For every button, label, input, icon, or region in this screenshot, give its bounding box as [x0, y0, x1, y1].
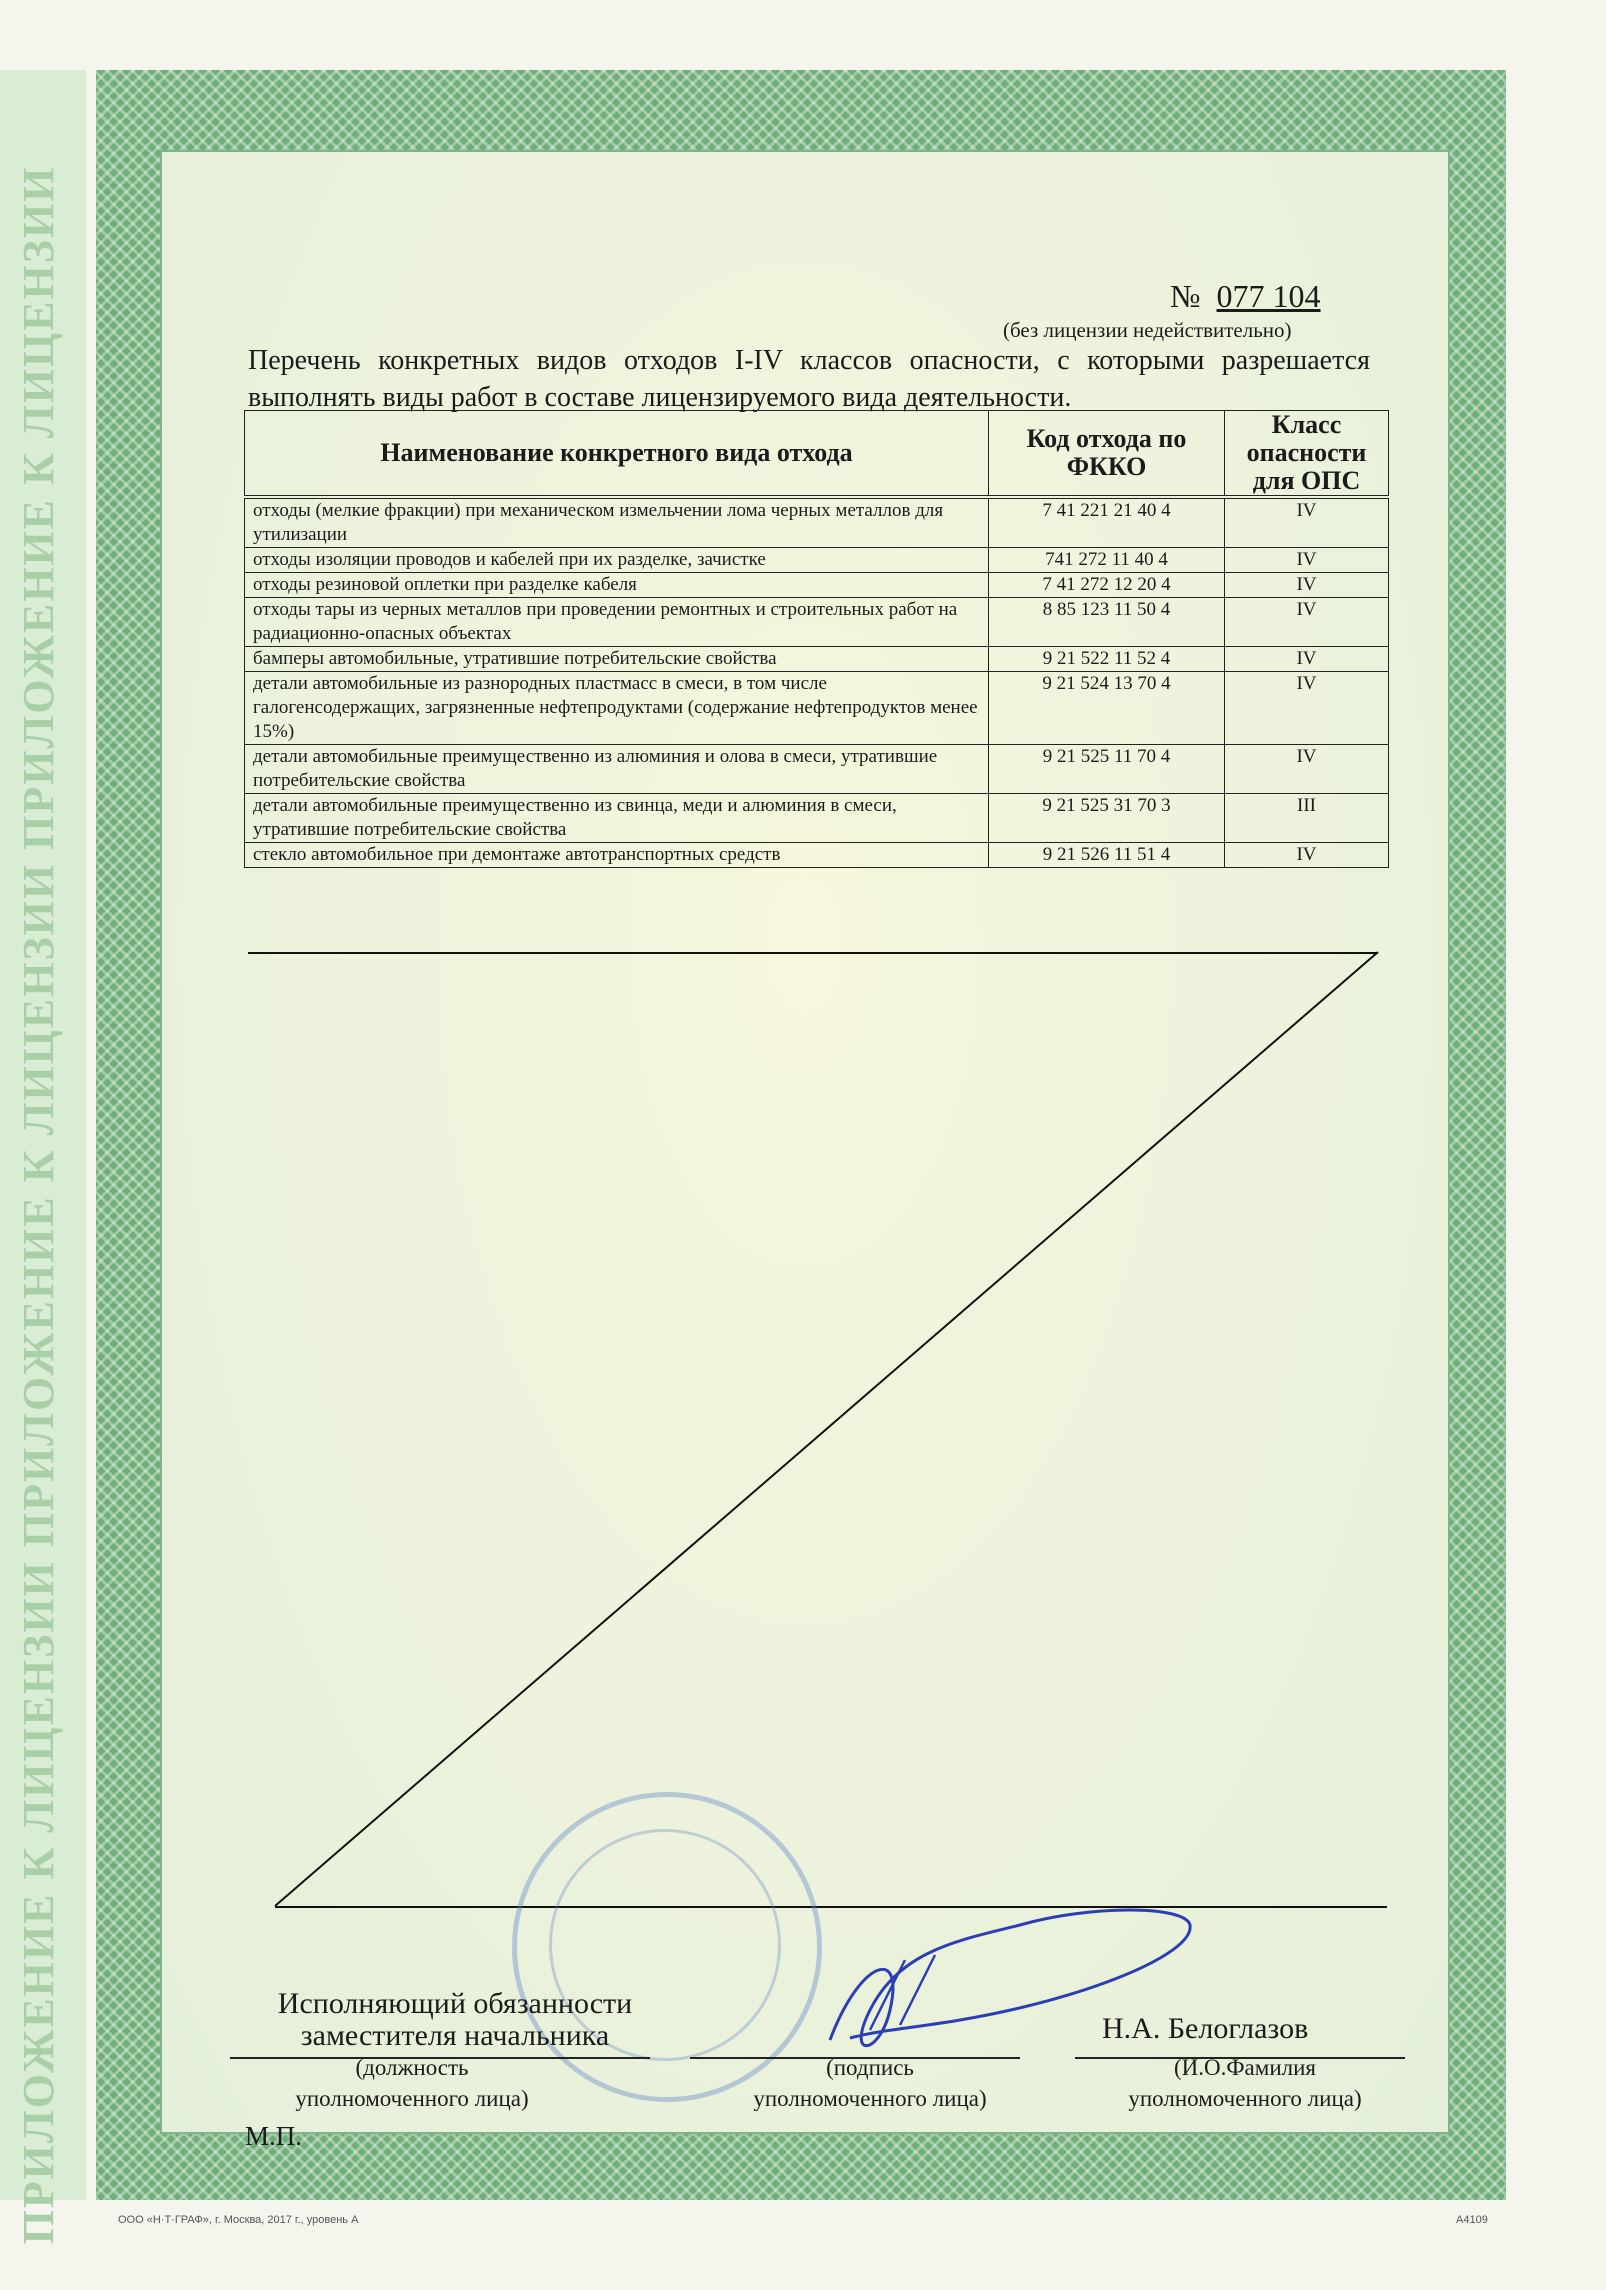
caption-position-2: уполномоченного лица): [295, 2086, 529, 2111]
printer-imprint: ООО «Н·Т·ГРАФ», г. Москва, 2017 г., уровень А: [118, 2214, 359, 2226]
number-value: 077 104: [1216, 278, 1321, 314]
waste-code: 741 272 11 40 4: [989, 548, 1225, 573]
waste-name: детали автомобильные преимущественно из свинца, меди и алюминия в смеси, утратившие потребительские свойства: [245, 794, 989, 843]
hazard-class: IV: [1225, 745, 1389, 794]
hazard-class: IV: [1225, 647, 1389, 672]
signer-position-line1: Исполняющий обязанности: [277, 1987, 633, 2020]
hazard-class: III: [1225, 794, 1389, 843]
waste-name: отходы тары из черных металлов при проведении ремонтных и строительных работ на радиационно-опасных объектах: [245, 598, 989, 647]
waste-name: отходы изоляции проводов и кабелей при их разделке, зачистке: [245, 548, 989, 573]
caption-signature: [720, 2052, 1020, 2114]
caption-sign-1: (подпись: [826, 2055, 914, 2080]
column-header-name: Наименование конкретного вида отхода: [245, 411, 989, 498]
hazard-class: IV: [1225, 843, 1389, 868]
signer-position-line2: заместителя начальника: [300, 2019, 610, 2052]
form-code: А4109: [1456, 2214, 1488, 2226]
intro-text: Перечень конкретных видов отходов I-IV классов опасности, с которыми разрешается выполнять виды работ в составе лицензируемого вида деятельности.: [248, 345, 1370, 413]
waste-name: детали автомобильные преимущественно из алюминия и олова в смеси, утратившие потребительские свойства: [245, 745, 989, 794]
waste-code: 9 21 524 13 70 4: [989, 672, 1225, 745]
number-prefix: №: [1170, 278, 1201, 314]
column-header-code: Код отхода по ФККО: [989, 411, 1225, 498]
hazard-class: IV: [1225, 573, 1389, 598]
waste-name: отходы резиновой оплетки при разделке кабеля: [245, 573, 989, 598]
caption-sign-2: уполномоченного лица): [753, 2086, 987, 2111]
waste-code: 8 85 123 11 50 4: [989, 598, 1225, 647]
hazard-class: IV: [1225, 497, 1389, 548]
waste-name: стекло автомобильное при демонтаже автотранспортных средств: [245, 843, 989, 868]
side-banner-text: ПРИЛОЖЕНИЕ К ЛИЦЕНЗИИ ПРИЛОЖЕНИЕ К ЛИЦЕНЗИИ ПРИЛОЖЕНИЕ К ЛИЦЕНЗИИ: [14, 165, 63, 2245]
hazard-class: IV: [1225, 598, 1389, 647]
column-header-class: Класс опасности для ОПС: [1225, 411, 1389, 498]
waste-code: 9 21 522 11 52 4: [989, 647, 1225, 672]
validity-note: (без лицензии недействительно): [1003, 318, 1292, 342]
waste-code: 9 21 525 31 70 3: [989, 794, 1225, 843]
waste-code: 9 21 525 11 70 4: [989, 745, 1225, 794]
signer-name: Н.А. Белоглазов: [1102, 2012, 1309, 2045]
waste-code: 9 21 526 11 51 4: [989, 843, 1225, 868]
waste-code: 7 41 272 12 20 4: [989, 573, 1225, 598]
caption-position: [262, 2052, 562, 2114]
seal-place-mark: М.П.: [245, 2121, 303, 2151]
hazard-class: IV: [1225, 672, 1389, 745]
signer-position: [250, 1988, 660, 2052]
waste-code: 7 41 221 21 40 4: [989, 497, 1225, 548]
caption-position-1: (должность: [355, 2055, 469, 2080]
waste-name: бамперы автомобильные, утратившие потребительские свойства: [245, 647, 989, 672]
hazard-class: IV: [1225, 548, 1389, 573]
caption-name-2: уполномоченного лица): [1128, 2086, 1362, 2111]
waste-name: отходы (мелкие фракции) при механическом измельчении лома черных металлов для утилизации: [245, 497, 989, 548]
caption-name: [1095, 2052, 1395, 2114]
caption-name-1: (И.О.Фамилия: [1174, 2055, 1316, 2080]
waste-name: детали автомобильные из разнородных пластмасс в смеси, в том числе галогенсодержащих, загрязненные нефтепродуктами (содержание нефтепродуктов менее 15%): [245, 672, 989, 745]
